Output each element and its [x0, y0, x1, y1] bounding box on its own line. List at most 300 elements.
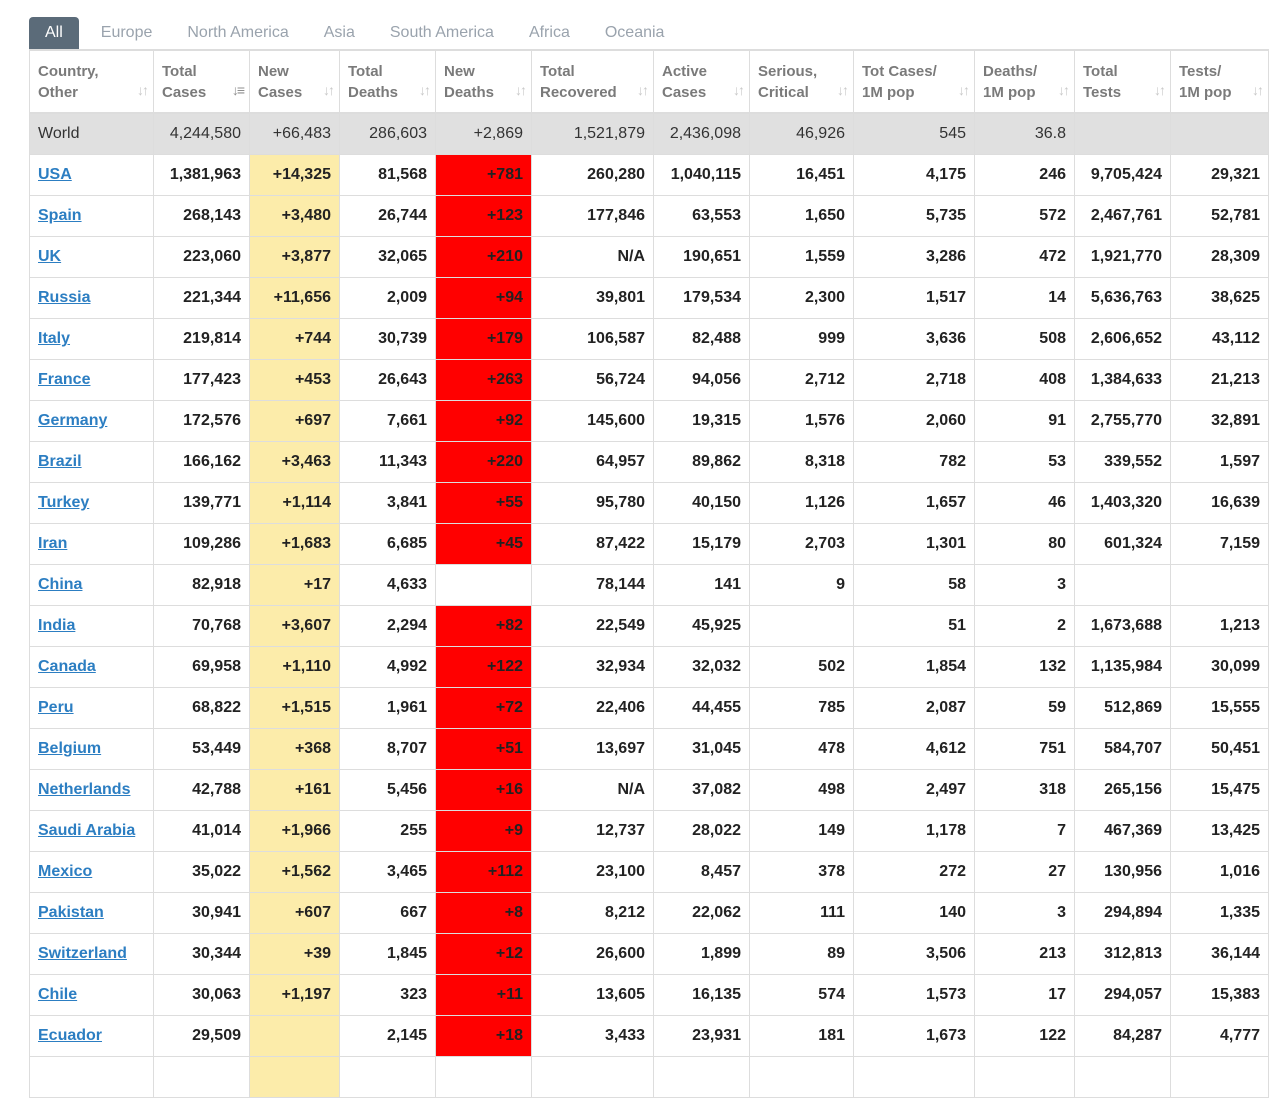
cell-total-cases: 29,509 [154, 1016, 250, 1057]
cell-tot-cases-per-1m: 51 [854, 606, 975, 647]
cell-new-cases: +368 [250, 729, 340, 770]
header-tot-cases-per-1m[interactable] [854, 50, 975, 113]
cell-tests-per-1m: 15,383 [1171, 975, 1269, 1016]
table-row [30, 401, 1269, 442]
cell-new-cases: +14,325 [250, 155, 340, 196]
header-country[interactable] [30, 50, 154, 113]
tab-asia[interactable]: Asia [323, 24, 355, 41]
cell-total-cases: 30,344 [154, 934, 250, 975]
cell-total-tests: 601,324 [1075, 524, 1171, 565]
cell-active-cases [654, 1057, 750, 1098]
cell-country [30, 934, 154, 975]
cell-serious-critical: 111 [750, 893, 854, 934]
header-label: Deaths [348, 83, 399, 101]
cell-deaths-per-1m: 132 [975, 647, 1075, 688]
country-link[interactable]: Germany [38, 412, 108, 429]
cell-total-recovered: 95,780 [532, 483, 654, 524]
cell-deaths-per-1m [975, 1057, 1075, 1098]
cell-total-tests: 84,287 [1075, 1016, 1171, 1057]
country-link[interactable]: Pakistan [38, 904, 104, 921]
cell-deaths-per-1m: 508 [975, 319, 1075, 360]
cell-total-cases: 53,449 [154, 729, 250, 770]
cell-total-tests: 265,156 [1075, 770, 1171, 811]
country-link[interactable]: Netherlands [38, 781, 131, 798]
cell-serious-critical: 785 [750, 688, 854, 729]
cell-tot-cases-per-1m: 2,497 [854, 770, 975, 811]
cell-total-tests: 130,956 [1075, 852, 1171, 893]
cell-deaths-per-1m: 27 [975, 852, 1075, 893]
header-label: Deaths [444, 83, 495, 101]
cell-total-recovered: 3,433 [532, 1016, 654, 1057]
cell-tests-per-1m: 32,891 [1171, 401, 1269, 442]
cell-total-cases: 172,576 [154, 401, 250, 442]
cell-tests-per-1m: 1,335 [1171, 893, 1269, 934]
cell-country [30, 770, 154, 811]
cell-active-cases: 15,179 [654, 524, 750, 565]
cell-tot-cases-per-1m [854, 1057, 975, 1098]
cell-new-cases: +1,966 [250, 811, 340, 852]
country-link[interactable]: Peru [38, 699, 74, 716]
cell-new-cases: +1,515 [250, 688, 340, 729]
cell-deaths-per-1m: 3 [975, 893, 1075, 934]
country-link[interactable]: Chile [38, 986, 78, 1003]
cell-tests-per-1m: 52,781 [1171, 196, 1269, 237]
cell-new-cases: +3,877 [250, 237, 340, 278]
cell-deaths-per-1m: 408 [975, 360, 1075, 401]
cell-active-cases: 37,082 [654, 770, 750, 811]
cell-total-deaths: 7,661 [340, 401, 436, 442]
cell-total-tests: 294,057 [1075, 975, 1171, 1016]
table-row [30, 360, 1269, 401]
cell-total-cases: 41,014 [154, 811, 250, 852]
cell-serious-critical: 999 [750, 319, 854, 360]
tab-oceania[interactable]: Oceania [604, 24, 665, 41]
cell-total-recovered: 260,280 [532, 155, 654, 196]
sort-updown-icon[interactable]: ↓↑ [137, 82, 147, 98]
cell-serious-critical: 2,703 [750, 524, 854, 565]
header-label: 1M pop [862, 83, 915, 101]
cell-serious-critical [750, 606, 854, 647]
header-row [30, 50, 1269, 113]
cell-total-recovered: 22,549 [532, 606, 654, 647]
cell-total-deaths: 5,456 [340, 770, 436, 811]
cell-tests-per-1m: 15,475 [1171, 770, 1269, 811]
tab-all[interactable]: All [29, 17, 79, 49]
cell-tests-per-1m: 1,016 [1171, 852, 1269, 893]
cell-new-deaths: +82 [436, 606, 532, 647]
header-label: Cases [258, 83, 303, 101]
table-row [30, 893, 1269, 934]
header-total-deaths[interactable] [340, 50, 436, 113]
header-label: Deaths/ [983, 62, 1038, 80]
country-link[interactable]: Turkey [38, 494, 90, 511]
cell-tests-per-1m: 28,309 [1171, 237, 1269, 278]
cell-total-recovered: 145,600 [532, 401, 654, 442]
cell-deaths-per-1m: 3 [975, 565, 1075, 606]
header-label: Total [540, 62, 575, 80]
header-label: Serious, [758, 62, 818, 80]
cell-country [30, 811, 154, 852]
cell-country [30, 278, 154, 319]
cell-total-tests [1075, 565, 1171, 606]
cell-active-cases: 45,925 [654, 606, 750, 647]
country-link[interactable]: USA [38, 166, 72, 183]
header-label: New [258, 62, 289, 80]
country-link[interactable]: India [38, 617, 76, 634]
table-row [30, 688, 1269, 729]
sort-updown-icon[interactable]: ↓↑ [1252, 82, 1262, 98]
table-row [30, 565, 1269, 606]
cell-new-deaths: +210 [436, 237, 532, 278]
cell-total-cases: 268,143 [154, 196, 250, 237]
country-link[interactable]: Brazil [38, 453, 82, 470]
cell-new-cases: +1,110 [250, 647, 340, 688]
header-total-cases[interactable] [154, 50, 250, 113]
cell-total-deaths: 323 [340, 975, 436, 1016]
tab-south-america[interactable]: South America [389, 24, 494, 41]
cell-tests-per-1m: 29,321 [1171, 155, 1269, 196]
cell-total-cases [154, 1057, 250, 1098]
cell-serious-critical: 498 [750, 770, 854, 811]
cell-total-recovered: N/A [532, 770, 654, 811]
cell-new-cases: +697 [250, 401, 340, 442]
cell-country [30, 483, 154, 524]
cell-tests-per-1m: 4,777 [1171, 1016, 1269, 1057]
sort-updown-icon[interactable]: ↓≡ [231, 82, 243, 98]
cell-active-cases: 82,488 [654, 319, 750, 360]
cell-new-deaths: +123 [436, 196, 532, 237]
cell-active-cases: 22,062 [654, 893, 750, 934]
cell-tests-per-1m: 16,639 [1171, 483, 1269, 524]
country-link[interactable]: China [38, 576, 83, 593]
cell-active-cases: 1,040,115 [654, 155, 750, 196]
header-serious-critical[interactable] [750, 50, 854, 113]
table-row [30, 196, 1269, 237]
table-row [30, 647, 1269, 688]
cell-total-tests: 339,552 [1075, 442, 1171, 483]
cell-total-recovered: 13,697 [532, 729, 654, 770]
cell-total-deaths: 6,685 [340, 524, 436, 565]
cell-total-cases: 221,344 [154, 278, 250, 319]
cell-tot-cases-per-1m: 3,286 [854, 237, 975, 278]
cell-tot-cases-per-1m: 782 [854, 442, 975, 483]
cell-tests-per-1m: 1,597 [1171, 442, 1269, 483]
cell-total-cases: 223,060 [154, 237, 250, 278]
cell-tot-cases-per-1m: 140 [854, 893, 975, 934]
cell-active-cases: 40,150 [654, 483, 750, 524]
country-link[interactable]: Italy [38, 330, 71, 347]
cell-active-cases: 1,899 [654, 934, 750, 975]
cell-total-recovered: N/A [532, 237, 654, 278]
cell-total-deaths: 4,633 [340, 565, 436, 606]
sort-updown-icon[interactable]: ↓↑ [958, 82, 968, 98]
cell-serious-critical: 502 [750, 647, 854, 688]
cell-total-recovered: 12,737 [532, 811, 654, 852]
cell-country [30, 1016, 154, 1057]
cell-new-deaths: +92 [436, 401, 532, 442]
cell-country: World [30, 113, 154, 155]
cell-new-cases: +1,114 [250, 483, 340, 524]
cell-country [30, 360, 154, 401]
cell-active-cases: 63,553 [654, 196, 750, 237]
table-row [30, 729, 1269, 770]
cell-total-deaths: 11,343 [340, 442, 436, 483]
cell-total-cases: 4,244,580 [154, 113, 250, 155]
region-tabs [29, 17, 699, 49]
cell-serious-critical: 2,712 [750, 360, 854, 401]
cell-active-cases: 19,315 [654, 401, 750, 442]
cell-new-cases: +17 [250, 565, 340, 606]
cell-active-cases: 32,032 [654, 647, 750, 688]
cell-total-cases: 70,768 [154, 606, 250, 647]
cell-active-cases: 141 [654, 565, 750, 606]
cell-tot-cases-per-1m: 1,573 [854, 975, 975, 1016]
cell-tests-per-1m [1171, 1057, 1269, 1098]
header-new-deaths[interactable] [436, 50, 532, 113]
cell-new-deaths: +220 [436, 442, 532, 483]
cell-deaths-per-1m: 17 [975, 975, 1075, 1016]
table-row [30, 1057, 1269, 1098]
cell-total-deaths: 32,065 [340, 237, 436, 278]
country-link[interactable]: Spain [38, 207, 82, 224]
cell-active-cases: 179,534 [654, 278, 750, 319]
cell-tot-cases-per-1m: 3,636 [854, 319, 975, 360]
tab-north-america[interactable]: North America [187, 24, 289, 41]
cell-tot-cases-per-1m: 2,087 [854, 688, 975, 729]
country-link[interactable]: Mexico [38, 863, 93, 880]
cell-total-recovered: 106,587 [532, 319, 654, 360]
cell-total-recovered: 32,934 [532, 647, 654, 688]
country-link[interactable]: Switzerland [38, 945, 127, 962]
country-link[interactable]: Russia [38, 289, 91, 306]
cell-total-tests: 584,707 [1075, 729, 1171, 770]
cell-deaths-per-1m: 2 [975, 606, 1075, 647]
cell-new-cases: +1,197 [250, 975, 340, 1016]
cell-total-deaths: 667 [340, 893, 436, 934]
cell-total-deaths: 2,009 [340, 278, 436, 319]
table-row [30, 155, 1269, 196]
cell-active-cases: 190,651 [654, 237, 750, 278]
cell-tot-cases-per-1m: 2,060 [854, 401, 975, 442]
cell-tot-cases-per-1m: 3,506 [854, 934, 975, 975]
cell-country [30, 975, 154, 1016]
cell-tot-cases-per-1m: 4,612 [854, 729, 975, 770]
cell-deaths-per-1m: 80 [975, 524, 1075, 565]
header-label: Cases [162, 83, 207, 101]
table-row [30, 811, 1269, 852]
header-label: 1M pop [983, 83, 1036, 101]
cell-tests-per-1m: 50,451 [1171, 729, 1269, 770]
cell-active-cases: 16,135 [654, 975, 750, 1016]
cell-new-deaths: +55 [436, 483, 532, 524]
cell-total-recovered: 78,144 [532, 565, 654, 606]
sort-updown-icon[interactable]: ↓↑ [1154, 82, 1164, 98]
cell-new-deaths [436, 565, 532, 606]
header-label: Total [162, 62, 197, 80]
cell-new-cases: +607 [250, 893, 340, 934]
cell-tot-cases-per-1m: 1,517 [854, 278, 975, 319]
cell-new-cases: +744 [250, 319, 340, 360]
cell-deaths-per-1m: 59 [975, 688, 1075, 729]
sort-updown-icon[interactable]: ↓↑ [733, 82, 743, 98]
cell-new-cases: +1,683 [250, 524, 340, 565]
table-row [30, 278, 1269, 319]
cell-tests-per-1m [1171, 565, 1269, 606]
cell-total-cases: 35,022 [154, 852, 250, 893]
header-active-cases[interactable] [654, 50, 750, 113]
header-label: Cases [662, 83, 707, 101]
cell-total-tests [1075, 1057, 1171, 1098]
cell-total-tests: 294,894 [1075, 893, 1171, 934]
header-deaths-per-1m[interactable] [975, 50, 1075, 113]
cell-total-tests: 512,869 [1075, 688, 1171, 729]
country-link[interactable]: Ecuador [38, 1027, 103, 1044]
tab-europe[interactable]: Europe [100, 24, 153, 41]
cell-total-tests: 1,135,984 [1075, 647, 1171, 688]
cell-total-cases: 82,918 [154, 565, 250, 606]
country-link[interactable]: UK [38, 248, 62, 265]
cell-total-deaths: 81,568 [340, 155, 436, 196]
cell-new-cases: +1,562 [250, 852, 340, 893]
cell-deaths-per-1m: 122 [975, 1016, 1075, 1057]
cell-serious-critical: 574 [750, 975, 854, 1016]
cell-tot-cases-per-1m: 1,854 [854, 647, 975, 688]
header-total-tests[interactable] [1075, 50, 1171, 113]
cell-total-tests: 5,636,763 [1075, 278, 1171, 319]
cell-total-recovered: 177,846 [532, 196, 654, 237]
cell-total-recovered: 39,801 [532, 278, 654, 319]
cell-tot-cases-per-1m: 1,301 [854, 524, 975, 565]
table-row [30, 237, 1269, 278]
sort-updown-icon[interactable]: ↓↑ [515, 82, 525, 98]
sort-updown-icon[interactable]: ↓↑ [323, 82, 333, 98]
header-tests-per-1m[interactable] [1171, 50, 1269, 113]
header-label: Active [662, 62, 708, 80]
cell-total-deaths: 1,845 [340, 934, 436, 975]
cell-serious-critical: 149 [750, 811, 854, 852]
cell-deaths-per-1m: 14 [975, 278, 1075, 319]
cell-deaths-per-1m: 53 [975, 442, 1075, 483]
cell-total-deaths: 2,294 [340, 606, 436, 647]
cell-tot-cases-per-1m: 1,178 [854, 811, 975, 852]
cell-country [30, 729, 154, 770]
cell-tests-per-1m: 43,112 [1171, 319, 1269, 360]
cell-total-tests: 1,384,633 [1075, 360, 1171, 401]
cell-active-cases: 94,056 [654, 360, 750, 401]
header-new-cases[interactable] [250, 50, 340, 113]
cell-deaths-per-1m: 213 [975, 934, 1075, 975]
cell-country [30, 155, 154, 196]
cell-serious-critical: 181 [750, 1016, 854, 1057]
cell-country [30, 442, 154, 483]
cell-deaths-per-1m: 91 [975, 401, 1075, 442]
cell-total-recovered: 1,521,879 [532, 113, 654, 155]
cell-serious-critical: 378 [750, 852, 854, 893]
cell-total-deaths: 3,465 [340, 852, 436, 893]
cell-total-cases: 30,941 [154, 893, 250, 934]
cell-deaths-per-1m: 46 [975, 483, 1075, 524]
header-total-recovered[interactable] [532, 50, 654, 113]
table-row [30, 1016, 1269, 1057]
cell-total-deaths: 1,961 [340, 688, 436, 729]
cell-total-tests: 9,705,424 [1075, 155, 1171, 196]
cell-new-deaths: +122 [436, 647, 532, 688]
cell-country [30, 565, 154, 606]
cell-total-deaths: 2,145 [340, 1016, 436, 1057]
cell-new-deaths: +112 [436, 852, 532, 893]
sort-updown-icon[interactable]: ↓↑ [1058, 82, 1068, 98]
table-row [30, 483, 1269, 524]
cell-tot-cases-per-1m: 5,735 [854, 196, 975, 237]
cell-new-deaths: +11 [436, 975, 532, 1016]
header-label: 1M pop [1179, 83, 1232, 101]
country-link[interactable]: Saudi Arabia [38, 822, 136, 839]
cell-tests-per-1m: 1,213 [1171, 606, 1269, 647]
header-label: Other [38, 83, 79, 101]
table-row [30, 770, 1269, 811]
header-label: Tot Cases/ [862, 62, 937, 80]
country-link[interactable]: Canada [38, 658, 96, 675]
cell-new-cases [250, 1057, 340, 1098]
country-link[interactable]: Belgium [38, 740, 102, 757]
header-label: Critical [758, 83, 809, 101]
table-row [30, 442, 1269, 483]
cell-deaths-per-1m: 751 [975, 729, 1075, 770]
cell-deaths-per-1m: 36.8 [975, 113, 1075, 155]
cell-total-recovered: 22,406 [532, 688, 654, 729]
cell-deaths-per-1m: 7 [975, 811, 1075, 852]
header-label: Country, [38, 62, 99, 80]
cell-tot-cases-per-1m: 1,673 [854, 1016, 975, 1057]
cell-total-tests: 1,403,320 [1075, 483, 1171, 524]
cell-total-recovered: 64,957 [532, 442, 654, 483]
cell-new-deaths: +18 [436, 1016, 532, 1057]
cell-total-tests [1075, 113, 1171, 155]
header-label: Total [348, 62, 383, 80]
cell-total-tests: 312,813 [1075, 934, 1171, 975]
cell-new-cases: +3,480 [250, 196, 340, 237]
cell-tot-cases-per-1m: 4,175 [854, 155, 975, 196]
sort-updown-icon[interactable]: ↓↑ [837, 82, 847, 98]
cell-new-deaths [436, 1057, 532, 1098]
sort-updown-icon[interactable]: ↓↑ [637, 82, 647, 98]
cell-total-recovered: 13,605 [532, 975, 654, 1016]
cell-total-recovered: 56,724 [532, 360, 654, 401]
sort-updown-icon[interactable]: ↓↑ [419, 82, 429, 98]
cell-total-tests: 2,755,770 [1075, 401, 1171, 442]
cell-active-cases: 31,045 [654, 729, 750, 770]
cell-active-cases: 2,436,098 [654, 113, 750, 155]
table-row [30, 524, 1269, 565]
cell-serious-critical: 1,126 [750, 483, 854, 524]
cell-serious-critical: 478 [750, 729, 854, 770]
cell-deaths-per-1m: 472 [975, 237, 1075, 278]
cell-country [30, 237, 154, 278]
tab-africa[interactable]: Africa [528, 24, 570, 41]
cell-new-deaths: +94 [436, 278, 532, 319]
country-link[interactable]: France [38, 371, 91, 388]
cell-total-cases: 219,814 [154, 319, 250, 360]
cell-deaths-per-1m: 572 [975, 196, 1075, 237]
cell-tot-cases-per-1m: 272 [854, 852, 975, 893]
cell-tests-per-1m: 15,555 [1171, 688, 1269, 729]
cell-serious-critical: 1,650 [750, 196, 854, 237]
header-label: Tests/ [1179, 62, 1222, 80]
country-link[interactable]: Iran [38, 535, 68, 552]
covid-stats-table [29, 49, 1269, 1098]
header-label: New [444, 62, 475, 80]
cell-tot-cases-per-1m: 545 [854, 113, 975, 155]
